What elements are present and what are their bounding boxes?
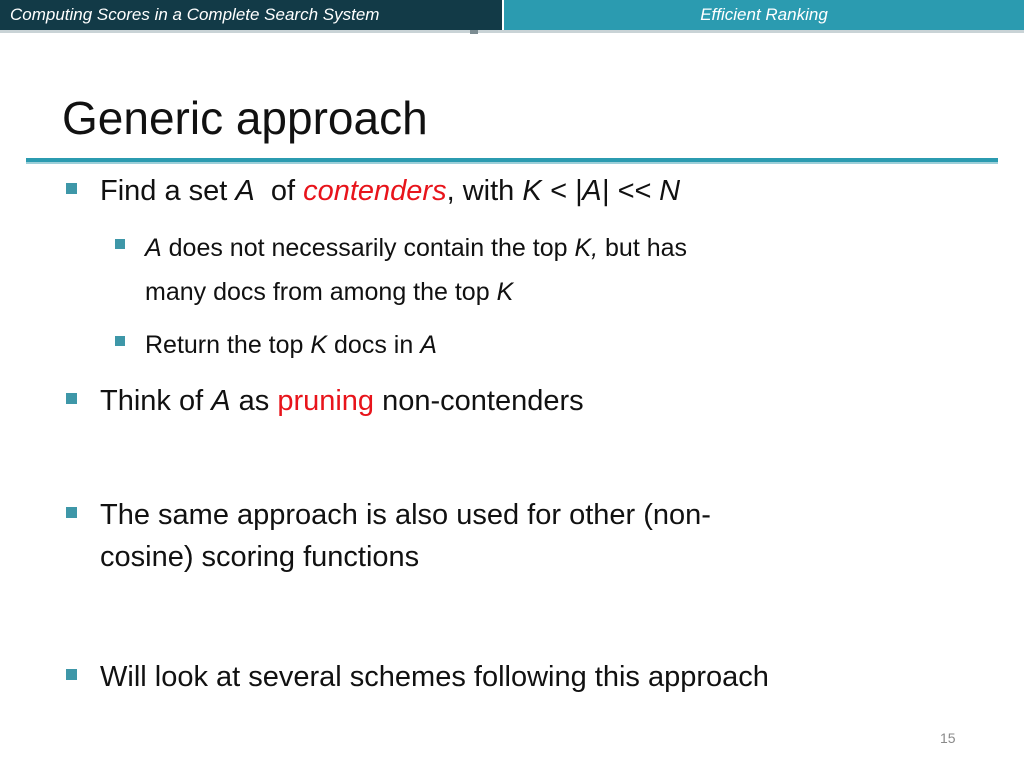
header-section-title: Computing Scores in a Complete Search System	[0, 0, 502, 30]
contenders-term: contenders	[303, 175, 447, 207]
bullet-square-icon	[66, 507, 77, 518]
page-number: 15	[940, 730, 956, 746]
bullet-square-icon	[66, 393, 77, 404]
bullet-square-icon	[66, 669, 77, 680]
bullet-square-icon	[115, 239, 125, 249]
sub-bullet-item-return-top: Return the top K docs in A	[145, 323, 437, 367]
bullet-item-several-schemes: Will look at several schemes following this approach	[100, 656, 769, 698]
pruning-term: pruning	[277, 385, 375, 417]
bullet-square-icon	[115, 336, 125, 346]
header-topic-title: Efficient Ranking	[504, 0, 1024, 30]
bullet-item-think-of-a: Think of A as pruning non-contenders	[100, 380, 584, 422]
bullet-item-find-set: Find a set A of contenders, with K < |A| << N	[100, 170, 680, 212]
bullet-square-icon	[66, 183, 77, 194]
bullet-item-same-approach: The same approach is also used for other (non- cosine) scoring functions	[100, 494, 711, 578]
sub-bullet-item-not-necessarily: A does not necessarily contain the top K, but has many docs from among the top K	[145, 226, 687, 314]
slide-title: Generic approach	[62, 92, 428, 144]
